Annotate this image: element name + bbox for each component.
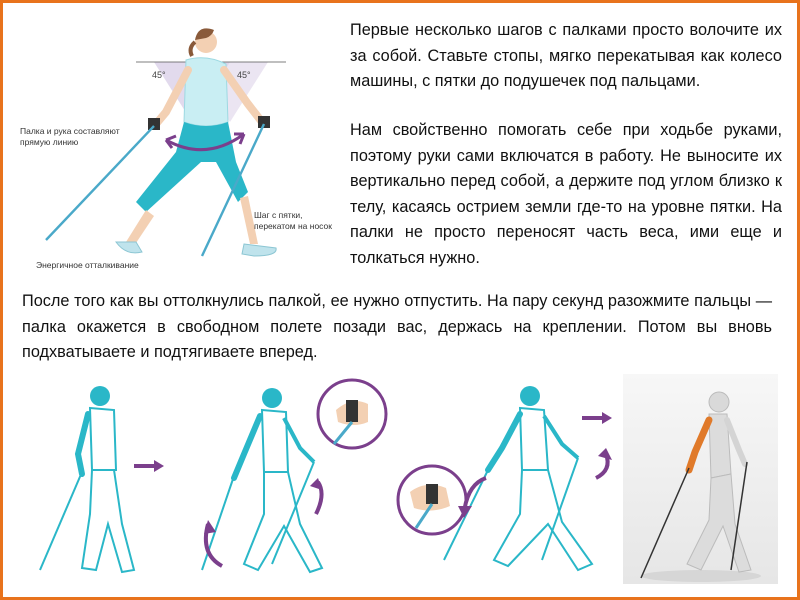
paragraph-release-pole: После того как вы оттолкнулись палкой, ее нужно отпустить. На пару секунд разожмите пальцы — палка окажется в свободном полете позади вас, держась на креплении. Потом вы вновь подхватываете и подтягиваете вперед. [22,292,772,362]
curved-arrow-front-3 [596,448,612,478]
front-calf [240,196,258,244]
curved-arrow-front-2 [310,478,322,514]
label-pole-arm-line-2: прямую линию [20,137,79,147]
ponytail [191,42,195,56]
paragraph-arm-technique: Нам свойственно помогать себе при ходьбе руками, поэтому руки сами включатся в работу. Не выносите их вертикально перед собой, а держите под углом близко к телу, касаясь острием земли где-то на уровне пятки. На палки не просто переносят часть веса, ими еще и толкаться нужно. [350,121,782,267]
label-heel-step-1: Шаг с пятки, [254,210,303,220]
label-push-off: Энергичное отталкивание [36,260,139,270]
back-shoe [116,242,142,253]
sequence-figure-3 [444,386,592,570]
walking-technique-illustration [16,12,336,282]
leggings [136,122,248,212]
sequence-figure-2 [202,388,322,572]
anatomy-figure-drawing [623,374,778,584]
label-pole-arm-line-1: Палка и рука составляют [20,126,120,136]
label-heel-step-2: перекатом на носок [254,221,332,231]
angle-label-left: 45° [152,70,166,80]
arrow-right-1 [134,460,164,472]
sequence-figure-1 [40,386,134,572]
paragraph-first-steps: Первые несколько шагов с палками просто волочите их за собой. Ставьте стопы, мягко перекатывая как колесо машины, с пятки до подушечек под пальцами. [350,21,782,91]
front-shoe [242,244,276,256]
hand-release-inset-2 [398,466,466,534]
back-calf [126,210,154,246]
anatomy-figure-image [623,374,778,584]
hand-grip-inset-1 [318,380,386,448]
back-glove [148,118,160,130]
angle-label-right: 45° [237,70,251,80]
arrow-right-3 [582,412,612,424]
